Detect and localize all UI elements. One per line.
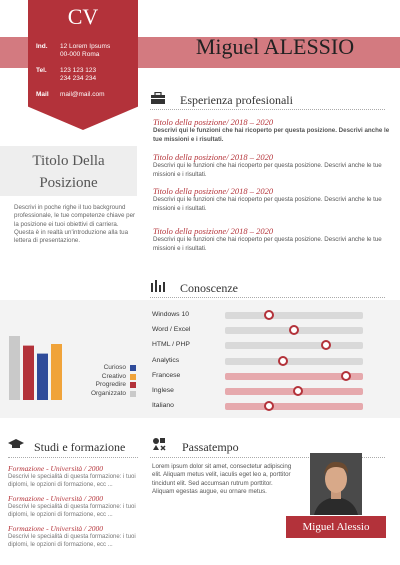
intro-text: Descrivi in poche righe il tuo background professionale, le tue competenze chiave per la posizione ei tuoi obiettivi di carriera. Questa è in realtà un'introduzione alla tua lettera di presentazione. (14, 204, 136, 245)
photo-nameplate: Miguel Alessio (286, 516, 386, 538)
hobbies-text: Lorem ipsum dolor sit amet, consectetur adipiscing elit. Aliquam metus velit, iaculis eget leo a, porttitor tincidunt elit. Sed accumsan rutrum porttitor. Aliquam egestas augue, eu ornare metus. (152, 463, 292, 495)
skill-label: Analytics (152, 356, 180, 364)
chart-bar (51, 344, 62, 400)
cv-label: CV (67, 4, 99, 29)
skill-track (225, 342, 363, 349)
bar-chart-icon (150, 279, 166, 295)
position-title: Titolo Della (32, 153, 105, 169)
divider (150, 109, 385, 110)
skill-label: Italiano (152, 402, 174, 410)
study-item: Formazione - Università / 2000 Descrivi le specialità di questa formazione: i tuoi diplomi, le opzioni di formazione, ecc ... (8, 464, 136, 488)
skill-label: HTML / PHP (152, 341, 190, 349)
study-item: Formazione - Università / 2000 Descrivi le specialità di questa formazione: i tuoi diplomi, le opzioni di formazione, ecc ... (8, 524, 136, 548)
hobbies-heading: Passatempo (182, 440, 239, 454)
chart-bar (37, 354, 48, 400)
legend-item (70, 390, 132, 398)
skill-track (225, 373, 363, 380)
skill-level-marker (341, 371, 351, 381)
legend-item (70, 373, 132, 381)
graduation-cap-icon (8, 438, 24, 453)
legend-item (70, 381, 132, 389)
skill-track (225, 312, 363, 319)
position-title-box: Titolo Della Posizione (0, 146, 137, 196)
skill-track (225, 388, 363, 395)
legend-label: Organizzato (90, 389, 126, 397)
skill-level-marker (321, 340, 331, 350)
traits-bar-chart (5, 318, 75, 403)
skill-level-marker (264, 310, 274, 320)
experience-item: Titolo della posizione/ 2018 – 2020 Descrivi qui le funzioni che hai ricoperto per questa posizione. Descrivi anche le tue missioni e i risultati. (153, 117, 390, 143)
chart-bar (23, 346, 34, 400)
skill-track (225, 403, 363, 410)
legend-swatch (130, 365, 136, 371)
divider (8, 457, 138, 458)
profile-photo (310, 453, 362, 515)
experience-item: Titolo della posizione/ 2018 – 2020 Descrivi qui le funzioni che hai ricoperto per questa posizione. Descrivi anche le tue missioni e i risultati. (153, 226, 382, 252)
skill-label: Word / Excel (152, 326, 191, 334)
legend-item (70, 364, 132, 372)
experience-heading: Esperienza profesionali (180, 93, 293, 107)
study-item: Formazione - Università / 2000 Descrivi le specialità di questa formazione: i tuoi diplomi, le opzioni di formazione, ecc ... (8, 494, 136, 518)
chart-bar (9, 336, 20, 400)
hobby-icon (152, 437, 166, 454)
legend-label: Creativo (101, 372, 126, 380)
person-name: Miguel ALESSIO (195, 34, 355, 59)
studies-heading: Studi e formazione (34, 440, 126, 454)
skills-heading: Conoscenze (180, 281, 238, 295)
skill-track (225, 327, 363, 334)
skill-label: Windows 10 (152, 311, 190, 318)
legend-swatch (130, 374, 136, 380)
skill-track (225, 358, 363, 365)
skill-level-marker (289, 325, 299, 335)
experience-item: Titolo della posizione/ 2018 – 2020 Descrivi qui le funzioni che hai ricoperto per questa posizione. Descrivi anche le tue missioni e i risultati. (153, 152, 382, 178)
experience-item: Titolo della posizione/ 2018 – 2020 Descrivi qui le funzioni che hai ricoperto per questa posizione. Descrivi anche le tue missioni e i risultati. (153, 186, 382, 212)
briefcase-icon (150, 92, 166, 108)
legend-swatch (130, 382, 136, 388)
legend-label: Progredire (95, 381, 126, 388)
divider (150, 297, 385, 298)
legend-swatch (130, 391, 136, 397)
skill-label: Inglese (152, 387, 174, 394)
skill-level-marker (293, 386, 303, 396)
legend-label: Curioso (103, 364, 126, 371)
skill-level-marker (278, 356, 288, 366)
skill-level-marker (264, 401, 274, 411)
skill-label: Francese (152, 371, 181, 379)
